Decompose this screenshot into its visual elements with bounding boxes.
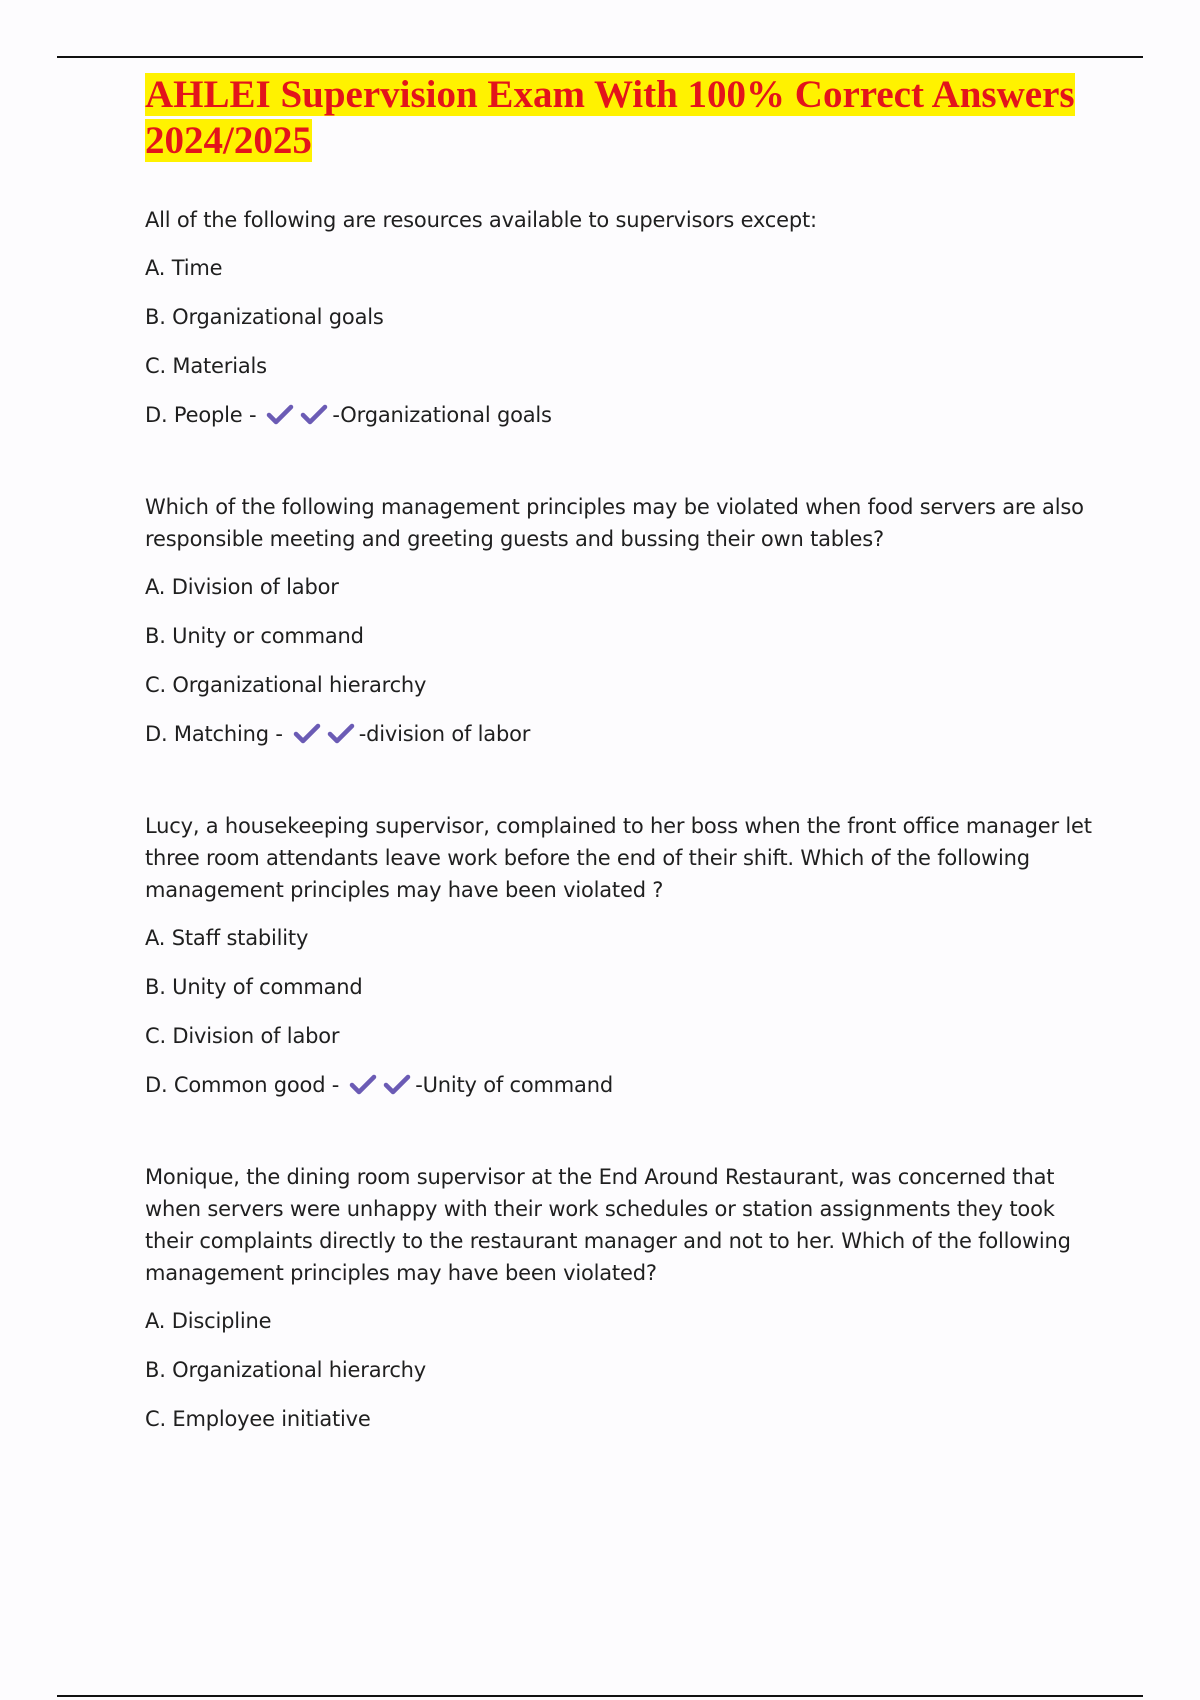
check-icon — [327, 723, 355, 745]
top-rule — [57, 56, 1143, 58]
option-a: A. Division of labor — [145, 575, 339, 599]
option-a: A. Time — [145, 256, 223, 280]
correct-answer: -Organizational goals — [332, 403, 552, 427]
question-block-4 — [145, 1161, 1095, 1435]
correct-answer: -Unity of command — [415, 1073, 613, 1097]
check-icon — [293, 723, 321, 745]
option-b: B. Organizational goals — [145, 305, 384, 329]
option-d-with-answer — [145, 718, 1095, 750]
option-a: A. Staff stability — [145, 926, 309, 950]
option-b: B. Unity or command — [145, 624, 364, 648]
option-c: C. Materials — [145, 354, 267, 378]
option-c: C. Employee initiative — [145, 1407, 371, 1431]
option-b: B. Organizational hierarchy — [145, 1358, 427, 1382]
answer-checkmarks — [349, 1074, 411, 1096]
question-text: Lucy, a housekeeping supervisor, complained to her boss when the front office manager let three room attendants leave work before the end of their shift. Which of the following management principles may have been violated ? — [145, 814, 1092, 902]
option-d: D. People - — [145, 403, 257, 427]
check-icon — [349, 1074, 377, 1096]
question-block-3 — [145, 810, 1095, 1101]
option-d: D. Matching - — [145, 722, 283, 746]
document-title-text: AHLEI Supervision Exam With 100% Correct Answers 2024/2025 — [145, 73, 1075, 162]
option-d-with-answer — [145, 399, 1095, 431]
answer-checkmarks — [293, 723, 355, 745]
option-d: D. Common good - — [145, 1073, 340, 1097]
question-block-2 — [145, 491, 1095, 750]
check-icon — [383, 1074, 411, 1096]
correct-answer: -division of labor — [358, 722, 531, 746]
question-text: Which of the following management principles may be violated when food servers are also responsible meeting and greeting guests and bussing their own tables? — [145, 495, 1084, 551]
option-a: A. Discipline — [145, 1309, 272, 1333]
document-title — [145, 72, 1095, 164]
option-c: C. Division of labor — [145, 1024, 340, 1048]
option-c: C. Organizational hierarchy — [145, 673, 427, 697]
check-icon — [300, 404, 328, 426]
bottom-rule — [57, 1695, 1143, 1697]
question-text: Monique, the dining room supervisor at the End Around Restaurant, was concerned that when servers were unhappy with their work schedules or station assignments they took their complaints directly to the restaurant manager and not to her. Which of the following management principles may have been violated? — [145, 1165, 1071, 1285]
document-body — [145, 72, 1095, 1495]
option-d-with-answer — [145, 1069, 1095, 1101]
question-text: All of the following are resources available to supervisors except: — [145, 208, 817, 232]
check-icon — [266, 404, 294, 426]
answer-checkmarks — [266, 404, 328, 426]
question-block-1 — [145, 204, 1095, 431]
option-b: B. Unity of command — [145, 975, 363, 999]
